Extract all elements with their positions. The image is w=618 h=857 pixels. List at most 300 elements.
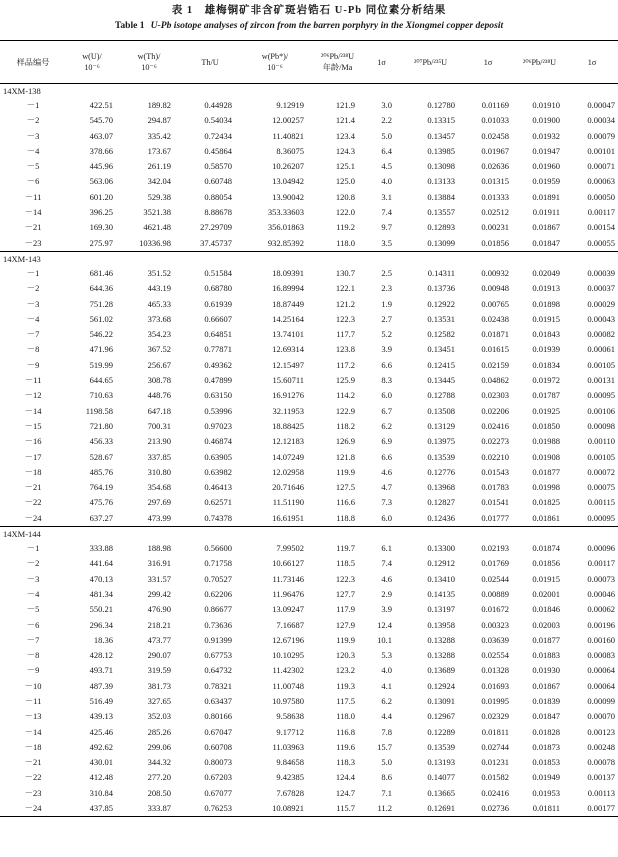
cell-pb206-u238: 0.01828 bbox=[532, 726, 560, 737]
cell-u-ppm: 550.21 bbox=[89, 604, 113, 615]
table-row bbox=[0, 755, 618, 770]
cell-age-sigma: 4.7 bbox=[381, 482, 392, 493]
cell-spot-id: －11 bbox=[24, 191, 42, 202]
cell-th-ppm: 3521.38 bbox=[143, 207, 171, 218]
cell-spot-id: －21 bbox=[24, 222, 42, 233]
cell-u-ppm: 475.76 bbox=[89, 497, 113, 508]
cell-spot-id: －1 bbox=[26, 100, 40, 110]
cell-spot-id: －22 bbox=[24, 772, 42, 783]
cell-pb207-u235: 0.13133 bbox=[427, 176, 455, 187]
cell-age-ma: 126.9 bbox=[335, 436, 355, 447]
cell-pb-ppm: 353.33603 bbox=[267, 207, 304, 218]
cell-pb207-u235: 0.12912 bbox=[427, 558, 455, 569]
cell-th-ppm: 188.98 bbox=[147, 543, 171, 554]
cell-pb206-u238: 0.01949 bbox=[532, 772, 560, 783]
cell-th-ppm: 443.19 bbox=[147, 283, 171, 294]
cell-spot-id: －4 bbox=[26, 145, 40, 156]
cell-th-u-ratio: 0.71758 bbox=[204, 558, 232, 569]
cell-th-u-ratio: 0.72434 bbox=[204, 130, 232, 141]
cell-age-ma: 117.7 bbox=[336, 329, 355, 340]
cell-age-sigma: 6.2 bbox=[381, 420, 392, 431]
table-row bbox=[0, 113, 618, 128]
table-row bbox=[0, 266, 618, 281]
cell-sigma-207: 0.01967 bbox=[481, 145, 509, 156]
cell-pb206-u238: 0.01910 bbox=[532, 100, 560, 110]
cell-pb-ppm: 12.67196 bbox=[272, 634, 304, 645]
cell-th-u-ratio: 8.88678 bbox=[204, 207, 232, 218]
header-sigma-age: 1σ bbox=[377, 57, 386, 67]
cell-age-ma: 119.9 bbox=[336, 466, 355, 477]
cell-sigma-206: 0.00047 bbox=[587, 100, 615, 110]
cell-th-u-ratio: 0.63437 bbox=[204, 695, 232, 706]
cell-sigma-206: 0.00095 bbox=[587, 390, 615, 401]
cell-sigma-207: 0.02210 bbox=[481, 451, 509, 462]
cell-pb207-u235: 0.13968 bbox=[427, 482, 455, 493]
cell-sigma-206: 0.00117 bbox=[587, 207, 615, 218]
cell-th-u-ratio: 0.62571 bbox=[204, 497, 232, 508]
cell-th-u-ratio: 0.53996 bbox=[204, 405, 232, 416]
cell-pb206-u238: 0.01998 bbox=[532, 482, 560, 493]
cell-pb-ppm: 11.42302 bbox=[272, 665, 304, 676]
table-row bbox=[0, 404, 618, 419]
cell-age-sigma: 3.9 bbox=[381, 604, 392, 615]
header-sample: 样品编号 bbox=[16, 57, 50, 67]
table-row bbox=[0, 373, 618, 388]
cell-age-sigma: 6.0 bbox=[381, 390, 392, 401]
cell-age-sigma: 4.5 bbox=[381, 161, 392, 172]
cell-u-ppm: 18.36 bbox=[93, 634, 113, 645]
cell-pb207-u235: 0.13099 bbox=[427, 237, 455, 248]
cell-age-sigma: 8.6 bbox=[381, 772, 392, 783]
cell-sigma-207: 0.01169 bbox=[481, 100, 509, 110]
cell-spot-id: －14 bbox=[24, 405, 42, 416]
cell-pb207-u235: 0.12780 bbox=[427, 100, 455, 110]
cell-age-sigma: 6.6 bbox=[381, 359, 392, 370]
cell-age-sigma: 8.3 bbox=[381, 375, 392, 386]
cell-age-ma: 117.2 bbox=[336, 359, 355, 370]
cell-pb-ppm: 9.12919 bbox=[276, 100, 304, 110]
cell-sigma-207: 0.01995 bbox=[481, 695, 509, 706]
cell-sigma-207: 0.01333 bbox=[481, 191, 509, 202]
cell-u-ppm: 710.63 bbox=[89, 390, 113, 401]
cell-pb206-u238: 0.02003 bbox=[532, 619, 560, 630]
cell-spot-id: －14 bbox=[24, 726, 42, 737]
table-title-english bbox=[0, 19, 618, 33]
cell-u-ppm: 644.65 bbox=[89, 375, 113, 386]
cell-age-ma: 119.3 bbox=[336, 680, 355, 691]
cell-age-sigma: 5.3 bbox=[381, 650, 392, 661]
cell-age-ma: 118.5 bbox=[336, 558, 355, 569]
cell-age-sigma: 3.1 bbox=[381, 191, 392, 202]
cell-pb206-u238: 0.01847 bbox=[532, 711, 560, 722]
cell-age-ma: 127.5 bbox=[335, 482, 355, 493]
cell-pb206-u238: 0.01839 bbox=[532, 695, 560, 706]
table-row bbox=[0, 327, 618, 342]
cell-pb207-u235: 0.13884 bbox=[427, 191, 455, 202]
table-row bbox=[0, 679, 618, 694]
cell-sigma-207: 0.00889 bbox=[481, 588, 509, 599]
cell-age-sigma: 4.0 bbox=[381, 665, 392, 676]
cell-th-ppm: 297.69 bbox=[147, 497, 171, 508]
cell-u-ppm: 275.97 bbox=[89, 237, 113, 248]
cell-pb207-u235: 0.12415 bbox=[427, 359, 455, 370]
cell-spot-id: －2 bbox=[26, 283, 40, 294]
cell-sigma-206: 0.00029 bbox=[587, 298, 615, 309]
cell-sigma-207: 0.01231 bbox=[481, 757, 509, 768]
cell-spot-id: －23 bbox=[24, 237, 42, 248]
cell-sigma-206: 0.00160 bbox=[587, 634, 615, 645]
cell-age-ma: 116.8 bbox=[336, 726, 355, 737]
cell-sigma-206: 0.00110 bbox=[587, 436, 615, 447]
cell-spot-id: －18 bbox=[24, 466, 42, 477]
cell-pb207-u235: 0.13288 bbox=[427, 650, 455, 661]
cell-pb-ppm: 11.03963 bbox=[272, 741, 304, 752]
cell-pb206-u238: 0.01843 bbox=[532, 329, 560, 340]
cell-age-ma: 123.4 bbox=[335, 130, 355, 141]
cell-pb-ppm: 932.85392 bbox=[267, 237, 304, 248]
cell-age-ma: 127.7 bbox=[335, 588, 355, 599]
cell-age-ma: 117.9 bbox=[336, 604, 355, 615]
cell-pb-ppm: 18.88425 bbox=[272, 420, 304, 431]
cell-age-sigma: 5.0 bbox=[381, 130, 392, 141]
cell-pb-ppm: 12.00257 bbox=[272, 115, 304, 126]
cell-age-sigma: 7.4 bbox=[381, 207, 392, 218]
cell-u-ppm: 428.12 bbox=[89, 650, 113, 661]
cell-pb206-u238: 0.01932 bbox=[532, 130, 560, 141]
cell-pb207-u235: 0.13445 bbox=[427, 375, 455, 386]
cell-th-ppm: 310.80 bbox=[147, 466, 171, 477]
cell-th-ppm: 208.50 bbox=[147, 787, 171, 798]
table-row bbox=[0, 358, 618, 373]
cell-sigma-207: 0.04862 bbox=[481, 375, 509, 386]
cell-u-ppm: 528.67 bbox=[89, 451, 113, 462]
cell-th-ppm: 213.90 bbox=[147, 436, 171, 447]
cell-sigma-206: 0.00082 bbox=[587, 329, 615, 340]
cell-th-u-ratio: 0.63150 bbox=[204, 390, 232, 401]
cell-th-u-ratio: 0.46413 bbox=[204, 482, 232, 493]
cell-age-ma: 121.2 bbox=[335, 298, 355, 309]
cell-th-ppm: 299.06 bbox=[147, 741, 171, 752]
cell-u-ppm: 1198.58 bbox=[85, 405, 113, 416]
cell-sigma-207: 0.01769 bbox=[481, 558, 509, 569]
cell-age-ma: 118.8 bbox=[336, 512, 355, 523]
cell-pb-ppm: 7.16687 bbox=[276, 619, 304, 630]
cell-age-sigma: 7.8 bbox=[381, 726, 392, 737]
group-label: 14XM-138 bbox=[3, 86, 41, 96]
cell-pb207-u235: 0.13288 bbox=[427, 634, 455, 645]
cell-age-ma: 123.2 bbox=[335, 665, 355, 676]
cell-pb-ppm: 14.25164 bbox=[272, 313, 304, 324]
cell-age-ma: 120.3 bbox=[335, 650, 355, 661]
table-row bbox=[0, 633, 618, 648]
cell-age-sigma: 7.1 bbox=[381, 787, 392, 798]
header-age: ²⁰⁶Pb/²³⁸U 年龄/Ma bbox=[320, 52, 355, 72]
cell-pb207-u235: 0.13300 bbox=[427, 543, 455, 554]
cell-pb207-u235: 0.13665 bbox=[427, 787, 455, 798]
cell-spot-id: －23 bbox=[24, 787, 42, 798]
cell-th-ppm: 465.33 bbox=[147, 298, 171, 309]
cell-age-ma: 125.9 bbox=[335, 375, 355, 386]
cell-spot-id: －24 bbox=[0, 801, 66, 817]
table-row bbox=[0, 709, 618, 724]
table-title-chinese: 表 1 雄梅铜矿非含矿斑岩锆石 U-Pb 同位素分析结果 bbox=[171, 5, 447, 16]
zircon-data-table bbox=[0, 40, 618, 817]
cell-pb206-u238: 0.01911 bbox=[532, 207, 560, 218]
cell-pb-ppm: 9.17712 bbox=[276, 726, 304, 737]
cell-pb-ppm: 12.02958 bbox=[272, 466, 304, 477]
cell-spot-id: －5 bbox=[26, 161, 40, 172]
cell-sigma-206: 0.00055 bbox=[587, 237, 615, 248]
cell-age-sigma: 15.7 bbox=[377, 741, 392, 752]
group-label: 14XM-144 bbox=[0, 527, 618, 542]
table-row bbox=[0, 648, 618, 663]
cell-u-ppm: 439.13 bbox=[89, 711, 113, 722]
header-sigma-207: 1σ bbox=[483, 57, 493, 67]
table-row bbox=[0, 144, 618, 159]
cell-pb206-u238: 0.01900 bbox=[532, 115, 560, 126]
cell-pb-ppm: 9.58638 bbox=[276, 711, 304, 722]
cell-sigma-207: 0.02193 bbox=[481, 543, 509, 554]
cell-spot-id: －17 bbox=[24, 451, 42, 462]
cell-sigma-206: 0.00072 bbox=[587, 466, 615, 477]
cell-age-sigma: 6.1 bbox=[381, 543, 392, 554]
cell-spot-id: －24 bbox=[24, 512, 42, 523]
cell-age-sigma: 6.7 bbox=[381, 405, 392, 416]
cell-pb206-u238: 0.01925 bbox=[532, 405, 560, 416]
cell-pb-ppm: 18.09391 bbox=[272, 267, 304, 278]
cell-spot-id: －22 bbox=[24, 497, 42, 508]
table-caption: U-Pb isotope analyses of zircon from the barren porphyry in the Xiongmei copper deposit bbox=[150, 20, 504, 31]
cell-pb206-u238: 0.01847 bbox=[532, 237, 560, 248]
cell-sigma-206: 0.00039 bbox=[587, 267, 615, 278]
cell-pb206-u238: 0.01877 bbox=[532, 634, 560, 645]
cell-spot-id: －8 bbox=[26, 650, 40, 661]
cell-age-sigma: 4.6 bbox=[381, 573, 392, 584]
cell-th-ppm: 299.42 bbox=[147, 588, 171, 599]
cell-age-ma: 119.7 bbox=[336, 543, 355, 554]
cell-th-u-ratio: 0.91399 bbox=[204, 634, 232, 645]
table-row bbox=[0, 220, 618, 235]
cell-age-sigma: 6.2 bbox=[381, 695, 392, 706]
cell-pb207-u235: 0.13457 bbox=[427, 130, 455, 141]
cell-u-ppm: 516.49 bbox=[89, 695, 113, 706]
cell-spot-id: －5 bbox=[26, 604, 40, 615]
cell-sigma-207: 0.01543 bbox=[481, 466, 509, 477]
cell-pb207-u235: 0.13129 bbox=[427, 420, 455, 431]
cell-pb-ppm: 11.96476 bbox=[272, 588, 304, 599]
cell-spot-id: －21 bbox=[24, 757, 42, 768]
cell-pb-ppm: 356.01863 bbox=[267, 222, 304, 233]
cell-th-ppm: 4621.48 bbox=[143, 222, 171, 233]
cell-sigma-207: 0.02416 bbox=[481, 787, 509, 798]
cell-pb-ppm: 7.67828 bbox=[276, 787, 304, 798]
cell-th-ppm: 342.04 bbox=[147, 176, 171, 187]
cell-pb207-u235: 0.12582 bbox=[427, 329, 455, 340]
cell-pb206-u238: 0.01959 bbox=[532, 176, 560, 187]
cell-sigma-207: 0.01615 bbox=[481, 344, 509, 355]
cell-th-ppm: 344.32 bbox=[147, 757, 171, 768]
cell-sigma-207: 0.02458 bbox=[481, 130, 509, 141]
cell-pb206-u238: 0.01825 bbox=[532, 497, 560, 508]
cell-sigma-206: 0.00078 bbox=[587, 757, 615, 768]
cell-age-ma: 125.1 bbox=[335, 161, 355, 172]
cell-th-ppm: 261.19 bbox=[147, 161, 171, 172]
cell-pb-ppm: 11.40821 bbox=[272, 130, 304, 141]
cell-sigma-206: 0.00079 bbox=[587, 130, 615, 141]
cell-sigma-206: 0.00064 bbox=[587, 680, 615, 691]
cell-spot-id: －2 bbox=[26, 558, 40, 569]
table-row bbox=[0, 618, 618, 633]
cell-spot-id: －4 bbox=[26, 313, 40, 324]
cell-th-u-ratio: 0.67077 bbox=[204, 787, 232, 798]
cell-th-ppm: 285.26 bbox=[147, 726, 171, 737]
cell-th-u-ratio: 0.63905 bbox=[204, 451, 232, 462]
table-row bbox=[0, 419, 618, 434]
cell-th-ppm: 352.03 bbox=[147, 711, 171, 722]
cell-pb-ppm: 32.11953 bbox=[272, 405, 304, 416]
cell-u-ppm: 601.20 bbox=[89, 191, 113, 202]
cell-sigma-206: 0.00113 bbox=[587, 787, 615, 798]
cell-pb207-u235: 0.14077 bbox=[427, 772, 455, 783]
cell-spot-id: －6 bbox=[26, 176, 40, 187]
cell-th-ppm: 700.31 bbox=[147, 420, 171, 431]
cell-sigma-206: 0.00037 bbox=[587, 283, 615, 294]
cell-pb-ppm: 11.51190 bbox=[272, 497, 304, 508]
cell-u-ppm: 487.39 bbox=[89, 680, 113, 691]
cell-age-ma: 116.6 bbox=[336, 497, 355, 508]
cell-pb206-u238: 0.01939 bbox=[532, 344, 560, 355]
cell-th-ppm: 473.77 bbox=[147, 634, 171, 645]
cell-th-ppm: 277.20 bbox=[147, 772, 171, 783]
cell-age-sigma: 11.2 bbox=[365, 801, 398, 817]
cell-u-ppm: 481.34 bbox=[89, 588, 113, 599]
cell-pb207-u235: 0.12289 bbox=[427, 726, 455, 737]
cell-pb-ppm: 13.90042 bbox=[272, 191, 304, 202]
cell-age-ma: 115.7 bbox=[310, 801, 365, 817]
cell-sigma-207: 0.01856 bbox=[481, 237, 509, 248]
cell-th-u-ratio: 0.49362 bbox=[204, 359, 232, 370]
cell-sigma-206: 0.00154 bbox=[587, 222, 615, 233]
cell-pb206-u238: 0.01930 bbox=[532, 665, 560, 676]
cell-sigma-206: 0.00123 bbox=[587, 726, 615, 737]
cell-pb207-u235: 0.13689 bbox=[427, 665, 455, 676]
cell-sigma-206: 0.00063 bbox=[587, 176, 615, 187]
header-pb: w(Pb*)/ 10⁻⁶ bbox=[261, 52, 289, 72]
table-row bbox=[0, 495, 618, 510]
cell-u-ppm: 296.34 bbox=[89, 619, 113, 630]
cell-spot-id: －11 bbox=[24, 375, 42, 386]
cell-age-ma: 119.9 bbox=[336, 634, 355, 645]
cell-th-u-ratio: 0.88054 bbox=[204, 191, 232, 202]
cell-age-ma: 118.0 bbox=[336, 237, 355, 248]
cell-th-ppm: 354.23 bbox=[147, 329, 171, 340]
cell-age-ma: 122.1 bbox=[335, 283, 355, 294]
cell-spot-id: －4 bbox=[26, 588, 40, 599]
cell-th-ppm: 218.21 bbox=[147, 619, 171, 630]
cell-sigma-206: 0.00098 bbox=[587, 420, 615, 431]
cell-u-ppm: 425.46 bbox=[89, 726, 113, 737]
cell-sigma-207: 0.02744 bbox=[481, 741, 509, 752]
cell-spot-id: －9 bbox=[26, 665, 40, 676]
cell-pb206-u238: 0.01834 bbox=[532, 359, 560, 370]
cell-sigma-207: 0.01315 bbox=[481, 176, 509, 187]
cell-sigma-206: 0.00137 bbox=[587, 772, 615, 783]
cell-pb206-u238: 0.01874 bbox=[532, 543, 560, 554]
cell-age-sigma: 6.0 bbox=[381, 512, 392, 523]
cell-u-ppm: 563.06 bbox=[89, 176, 113, 187]
cell-u-ppm: 485.76 bbox=[89, 466, 113, 477]
cell-spot-id: －7 bbox=[26, 329, 40, 340]
cell-age-sigma: 9.7 bbox=[381, 222, 392, 233]
cell-th-u-ratio: 0.78321 bbox=[204, 680, 232, 691]
cell-th-ppm: 448.76 bbox=[147, 390, 171, 401]
cell-pb206-u238: 0.02049 bbox=[532, 267, 560, 278]
cell-age-sigma: 5.0 bbox=[381, 757, 392, 768]
cell-age-sigma: 10.1 bbox=[377, 634, 392, 645]
group-row bbox=[0, 251, 618, 266]
cell-u-ppm: 445.96 bbox=[89, 161, 113, 172]
cell-age-ma: 125.0 bbox=[335, 176, 355, 187]
cell-pb207-u235: 0.12893 bbox=[427, 222, 455, 233]
cell-sigma-206: 0.00099 bbox=[587, 695, 615, 706]
table-row bbox=[0, 98, 618, 113]
table-row bbox=[0, 434, 618, 449]
cell-age-ma: 118.2 bbox=[336, 420, 355, 431]
table-row bbox=[0, 388, 618, 403]
table-row bbox=[0, 541, 618, 556]
cell-th-u-ratio: 0.77871 bbox=[204, 344, 232, 355]
cell-pb206-u238: 0.01846 bbox=[532, 604, 560, 615]
cell-pb-ppm: 16.61951 bbox=[272, 512, 304, 523]
cell-pb207-u235: 0.13451 bbox=[427, 344, 455, 355]
cell-pb207-u235: 0.12967 bbox=[427, 711, 455, 722]
cell-th-u-ratio: 0.45864 bbox=[204, 145, 232, 156]
table-row bbox=[0, 129, 618, 144]
cell-pb206-u238: 0.01861 bbox=[532, 512, 560, 523]
cell-pb206-u238: 0.01856 bbox=[532, 558, 560, 569]
cell-sigma-206: 0.00096 bbox=[587, 543, 615, 554]
cell-th-ppm: 189.82 bbox=[147, 100, 171, 110]
header-sigma-206: 1σ bbox=[587, 57, 597, 67]
cell-sigma-206: 0.00064 bbox=[587, 665, 615, 676]
cell-pb206-u238: 0.01811 bbox=[513, 801, 566, 817]
cell-age-ma: 118.3 bbox=[336, 757, 355, 768]
cell-pb-ppm: 9.84658 bbox=[276, 757, 304, 768]
cell-pb207-u235: 0.12788 bbox=[427, 390, 455, 401]
table-row bbox=[0, 786, 618, 801]
cell-age-sigma: 6.9 bbox=[381, 436, 392, 447]
cell-sigma-206: 0.00131 bbox=[587, 375, 615, 386]
cell-u-ppm: 396.25 bbox=[89, 207, 113, 218]
cell-age-sigma: 1.9 bbox=[381, 298, 392, 309]
cell-u-ppm: 422.51 bbox=[89, 100, 113, 110]
cell-sigma-206: 0.00070 bbox=[587, 711, 615, 722]
table-row bbox=[0, 740, 618, 755]
cell-age-sigma: 7.3 bbox=[381, 497, 392, 508]
cell-th-u-ratio: 0.44928 bbox=[204, 100, 232, 110]
cell-age-ma: 122.9 bbox=[335, 405, 355, 416]
cell-age-sigma: 3.0 bbox=[381, 100, 392, 110]
cell-age-ma: 119.6 bbox=[336, 741, 355, 752]
cell-pb207-u235: 0.12776 bbox=[427, 466, 455, 477]
cell-th-ppm: 473.99 bbox=[147, 512, 171, 523]
cell-pb207-u235: 0.13091 bbox=[427, 695, 455, 706]
cell-th-ppm: 647.18 bbox=[147, 405, 171, 416]
cell-pb206-u238: 0.01877 bbox=[532, 466, 560, 477]
cell-th-ppm: 351.52 bbox=[147, 267, 171, 278]
cell-pb206-u238: 0.01898 bbox=[532, 298, 560, 309]
cell-pb206-u238: 0.01867 bbox=[532, 680, 560, 691]
